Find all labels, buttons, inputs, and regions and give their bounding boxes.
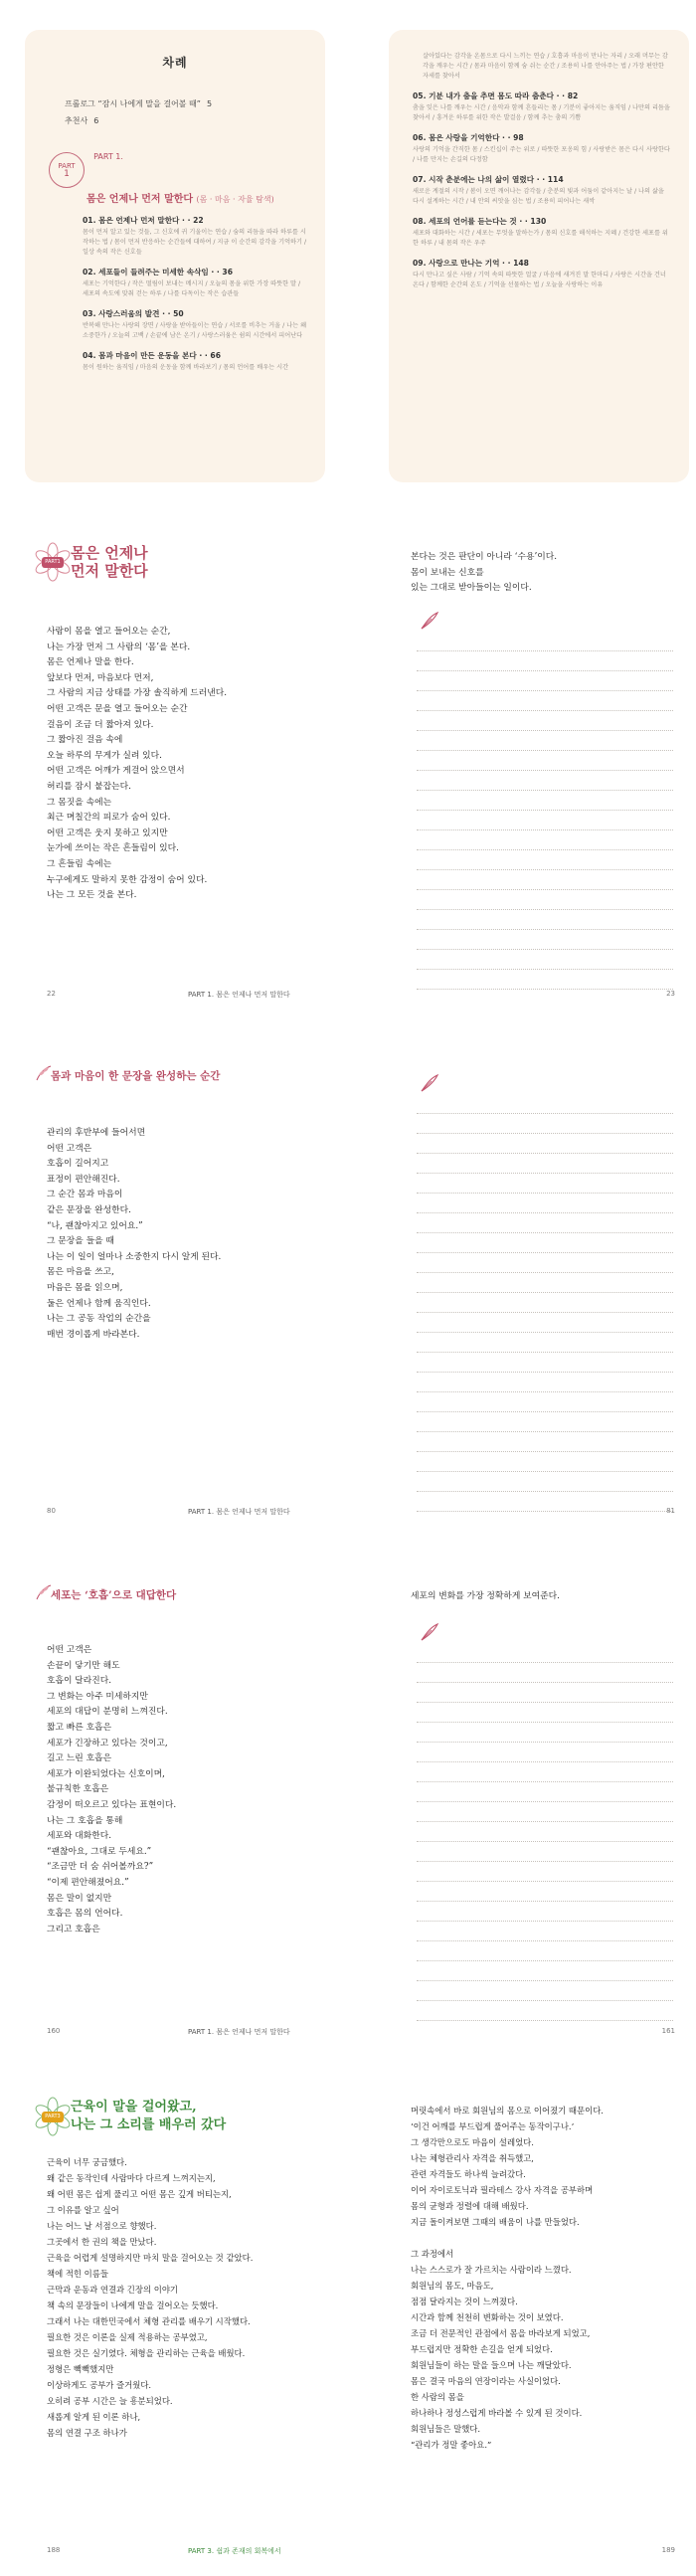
toc-entry[interactable]: 07. 시작 춘분에는 나의 삶이 열렸다 · · 114 새로운 계절의 시작 / 봄이 오면 깨어나는 감각들 / 춘분의 빛과 어둠이 같아지는 날 / 나의 삶을 다시 설계하는 시간 / 내 안의 씨앗을 심는 법 / 조용히 피어나는 새싹: [413, 175, 664, 205]
page-188: [25, 2097, 325, 2564]
chapter-title: 근육이 말을 걸어왔고, 나는 그 소리를 배우러 갔다: [71, 2100, 227, 2132]
toc-part-1: [25, 152, 325, 205]
running-head: PART 1. 몸은 언제나 먼저 말한다: [188, 2028, 290, 2036]
body-text: 사람이 몸을 열고 들어오는 순간, 나는 가장 먼저 그 사람의 ‘몸’을 본다. 몸은 언제나 말을 한다. 앞보다 먼저, 마음보다 먼저, 그 사람의 지금 상태를 가장 솔직하게 드러낸다. 어떤 고객은 문을 열고 들어오는 순간 걸음이 조금 더 짧아져 있다. 그 짧아진 걸음 속에 오늘 하루의 무게가 실려 있다. 어떤 고객은 어깨가 게걸어 앉으면서 허리를 잠시 붙잡는다. 그 몸짓을 속에는 최근 며칠간의 피로가 숨어 있다. 어떤 고객은 웃지 못하고 있지만 눈가에 쓰이는 작은 흔들림이 있다. 그 흔들림 속에는 누구에게도 말하지 못한 감정이 숨어 있다. 나는 그 모든 것을 본다.: [47, 627, 228, 901]
section-heading: [33, 1062, 321, 1086]
toc-entry[interactable]: 06. 몸은 사랑을 기억한다 · · 98 사랑의 기억을 간직한 몸 / 스킨십이 주는 위로 / 따뜻한 포옹의 힘 / 사랑받은 몸은 다시 사랑한다 / 나를 만지는 손길의 다정함: [413, 133, 670, 163]
page-number: 188: [47, 2546, 61, 2554]
writing-lines[interactable]: [417, 632, 673, 990]
body-text: 머릿속에서 바로 회원님의 몸으로 이어졌기 때문이다. ‘이건 어깨를 부드럽게 풀어주는 동작이구나.’ 그 생각만으로도 마음이 설레었다. 나는 체형관리사 자격을 취득했고, 관련 자격들도 하나씩 늘려갔다. 이어 자이로토닉과 필라테스 강사 자격을 공부하며 몸의 균형과 정렬에 대해 배웠다. 지금 돌이켜보면 그때의 배움이 나를 만들었다. 그 과정에서 나는 스스로가 잘 가르치는 사람이라 느꼈다. 회원님의 몸도, 마음도, 점점 달라지는 것이 느껴졌다. 시간과 함께 천천히 변화하는 것이 보였다. 조금 더 전문적인 관점에서 몸을 바라보게 되었고, 부드럽지만 정확한 손길을 얻게 되었다. 회원님들이 하는 말을 들으며 나는 깨달았다. 몸은 결국 마음의 연장이라는 사실이었다. 한 사람의 몸을 하나하나 정성스럽게 바라볼 수 있게 된 것이다. 회원님들은 말했다. “관리가 정말 좋아요.”: [411, 2106, 604, 2450]
page-161: [389, 1581, 689, 2059]
body-text: 어떤 고객은 손끝이 닿기만 해도 호흡이 달라진다. 그 변화는 아주 미세하지만 세포의 대답이 분명히 느껴진다. 짧고 빠른 호흡은 세포가 긴장하고 있다는 것이고, 길고 느린 호흡은 세포가 이완되었다는 신호이며, 불규칙한 호흡은 감정이 떠오르고 있다는 표현이다. 나는 그 호흡을 통해 세포와 대화한다. “괜찮아요, 그대로 두세요.” “조금만 더 숨 쉬어볼까요?” “이제 편안해졌어요.” 몸은 말이 없지만 호흡은 몸의 언어다. 그리고 호흡은: [47, 1645, 177, 1934]
page-81: [389, 1062, 689, 1540]
page-189: [389, 2097, 689, 2564]
page-22: [25, 542, 325, 1019]
spread-80-81: [0, 1062, 696, 1540]
page-23: [389, 542, 689, 1019]
section-title: 세포는 ‘호흡’으로 대답한다: [51, 1589, 177, 1601]
page-number: 22: [47, 990, 56, 998]
body-text: 관리의 후반부에 들어서면 어떤 고객은 호흡이 길어지고 표정이 편안해진다. 그 순간 몸과 마음이 같은 문장을 완성한다. “나, 괜찮아지고 있어요.” 그 문장을 들을 때 나는 이 일이 얼마나 소중한지 다시 알게 된다. 몸은 마음을 쓰고, 마음은 몸을 읽으며, 둘은 언제나 함께 움직인다. 나는 그 공동 작업의 순간을 매번 경이롭게 바라본다.: [47, 1128, 222, 1340]
toc-right-page: [389, 30, 689, 482]
chapter-title: 몸은 언제나 먼저 말한다: [71, 544, 148, 580]
chapter-heading: PART3 근육이 말을 걸어왔고, 나는 그 소리를 배우러 갔다: [33, 2097, 321, 2156]
body-text: 근육이 너무 궁금했다. 왜 같은 동작인데 사람마다 다르게 느껴지는지, 왜 어떤 몸은 쉽게 풀리고 어떤 몸은 깊게 버티는지, 그 이유를 알고 싶어 나는 어느 날 서점으로 향했다. 그곳에서 한 권의 책을 만났다. 근육을 어렵게 설명하지만 마치 말을 걸어오는 것 같았다. 책에 적힌 이름들 근막과 운동과 연결과 긴장의 이야기 책 속의 문장들이 나에게 말을 걸어오는 듯했다. 그래서 나는 대한민국에서 체형 관리를 배우기 시작했다. 필요한 것은 이론을 실제 적용하는 공부였고, 필요한 것은 실기였다. 체형을 관리하는 근육을 배웠다. 정형은 빽빽했지만 이상하게도 공부가 즐거웠다. 오히려 공부 시간은 늘 흥분되었다. 새롭게 알게 된 이론 하나, 몸의 연결 구조 하나가: [47, 2157, 254, 2438]
toc-prologue[interactable]: 프롤로그 “잠시 나에게 말을 걸어볼 때” 5: [65, 99, 213, 108]
quill-icon: [419, 1621, 440, 1643]
spread-160-161: [0, 1581, 696, 2059]
running-head: PART 1. 몸은 언제나 먼저 말한다: [188, 991, 290, 999]
part-badge-icon: PART 1: [49, 152, 85, 188]
toc-entry[interactable]: 01. 몸은 언제나 먼저 말한다 · · 22 몸이 먼저 알고 있는 것들, 그 신호에 귀 기울이는 연습 / 숨의 리듬을 따라 하루를 시작하는 법 / 몸이 먼저 반응하는 순간들에 대하여 / 지금 이 순간의 감각을 기억하기 / 일상 속의 작은 신호들: [83, 216, 307, 256]
section-title: 몸과 마음이 한 문장을 완성하는 순간: [51, 1070, 221, 1082]
page-number: 160: [47, 2027, 61, 2035]
section-heading: [33, 1581, 321, 1605]
page-number: 80: [47, 1507, 56, 1515]
running-head: PART 1. 몸은 언제나 먼저 말한다: [188, 1508, 290, 1516]
running-head: PART 3. 쉼과 존재의 회복에서: [188, 2547, 281, 2555]
quill-icon: [419, 610, 440, 632]
page-number: 81: [666, 1507, 675, 1515]
toc-entry[interactable]: 03. 사랑스러움의 발견 · · 50 반복해 만나는 사랑의 장면 / 사랑을 받아들이는 연습 / 서로를 비추는 거울 / 나는 왜 소중한가 / 오늘의 고백 / 손끝에 남은 온기 / 사랑스러움은 쉼의 시간에서 피어난다: [83, 309, 307, 339]
page-160: [25, 1581, 325, 2059]
quill-icon: [419, 1072, 440, 1094]
spread-188-189: [0, 2097, 696, 2564]
toc-entry[interactable]: 09. 사랑으로 만나는 기억 · · 148 다시 만나고 싶은 사람 / 기억 속의 따뜻한 얼굴 / 마음에 새겨진 말 한마디 / 사랑은 시간을 건너 온다 / 함께한 순간의 온도 / 기억을 선물하는 법 / 오늘을 사랑하는 이유: [413, 259, 666, 288]
writing-lines[interactable]: [417, 1094, 673, 1512]
toc-title: 차례: [162, 56, 188, 70]
toc-entry[interactable]: 02. 세포들이 들려주는 미세한 속삭임 · · 36 세포는 기억한다 / 작은 떨림이 보내는 메시지 / 오늘의 몸을 위한 가장 따뜻한 말 / 세포의 속도에 맞춰 걷는 하루 / 나를 다독이는 작은 습관들: [83, 268, 301, 297]
toc-spread: [0, 30, 696, 487]
toc-intro: 살아있다는 감각을 온몸으로 다시 느끼는 연습 / 호흡과 마음이 만나는 자리 / 오래 머무는 감각을 깨우는 시간 / 몸과 마음이 함께 숨 쉬는 순간 / 조용히 나를 안아주는 법 / 가장 편안한 자세를 찾아서: [423, 53, 668, 80]
part-label: PART 1.: [93, 152, 123, 161]
toc-entry[interactable]: 05. 기분 내가 춤을 추면 몸도 따라 춤춘다 · · 82 춤을 잊은 나를 깨우는 시간 / 음악과 함께 흔들리는 몸 / 기분이 좋아지는 움직임 / 나만의 리듬을 찾아서 / 흥겨운 하루를 위한 작은 발걸음 / 함께 추는 춤의 기쁨: [413, 92, 670, 121]
page-number: 161: [661, 2027, 675, 2035]
page-number: 23: [666, 990, 675, 998]
writing-lines[interactable]: [417, 1643, 673, 2021]
part-title: 몸은 언제나 먼저 말한다 (몸 · 마음 · 자율 탐색): [87, 194, 274, 205]
chapter-heading: PART1 몸은 언제나 먼저 말한다: [33, 542, 232, 602]
page-80: [25, 1062, 325, 1540]
toc-credits[interactable]: 추천사 6: [65, 116, 99, 125]
spread-22-23: [0, 542, 696, 1019]
toc-entry[interactable]: 08. 세포의 언어를 듣는다는 것 · · 130 세포와 대화하는 시간 / 세포는 무엇을 말하는가 / 몸의 신호를 해석하는 지혜 / 건강한 세포를 위한 하루 / 내 몸의 작은 우주: [413, 217, 668, 247]
toc-entry[interactable]: 04. 몸과 마음이 만든 운동을 본다 · · 66 몸이 원하는 움직임 / 마음의 운동을 함께 바라보기 / 몸의 언어를 배우는 시간: [83, 351, 289, 371]
body-text: 본다는 것은 판단이 아니라 ‘수용’이다. 몸이 보내는 신호를 있는 그대로 받아들이는 일이다.: [411, 552, 558, 594]
body-text: 세포의 변화를 가장 정확하게 보여준다.: [411, 1591, 560, 1601]
page-number: 189: [661, 2546, 675, 2554]
toc-left-page: [25, 30, 325, 482]
